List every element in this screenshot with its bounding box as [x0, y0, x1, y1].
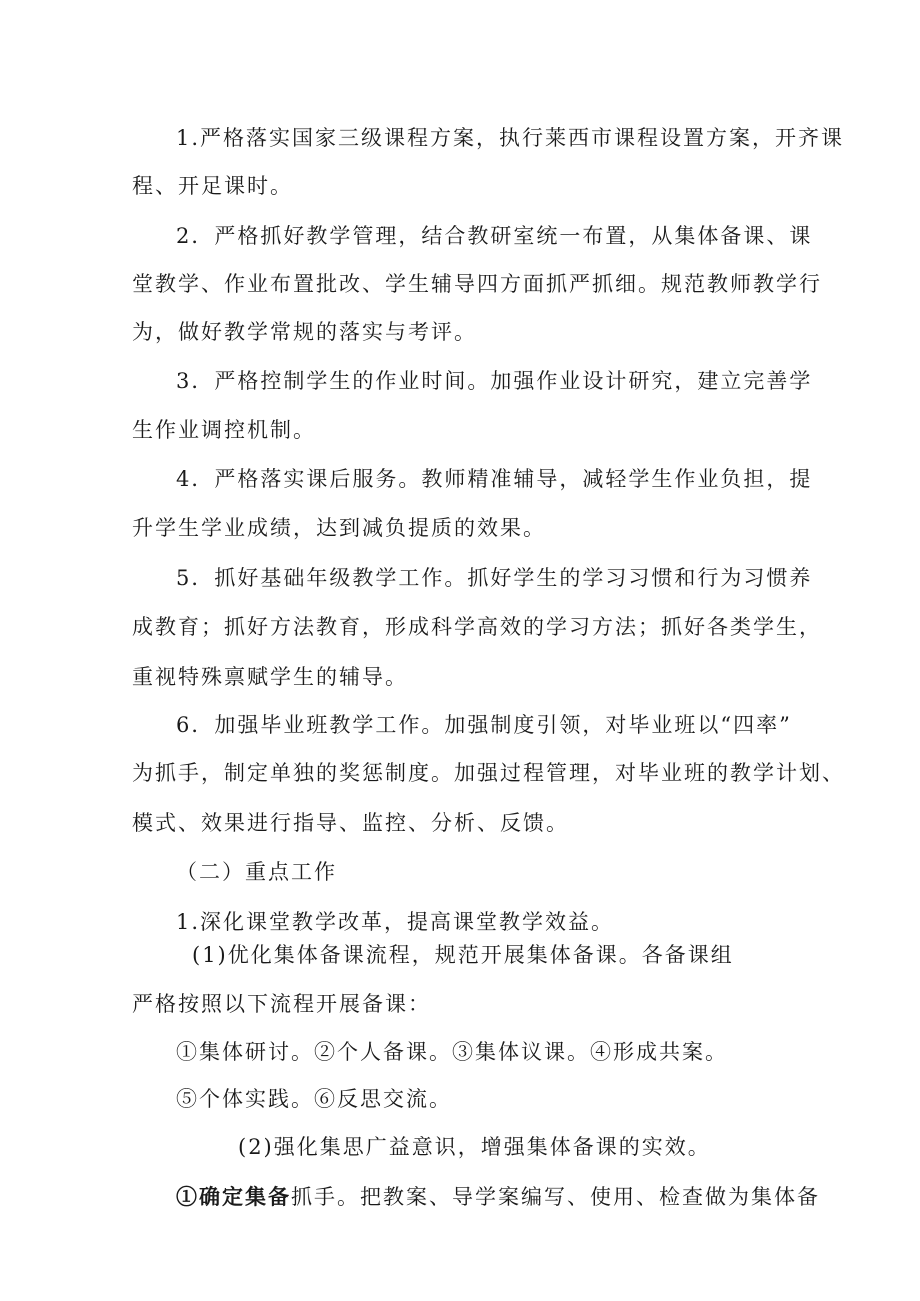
text-line-14: 为抓手，制定单独的奖惩制度。加强过程管理，对毕业班的教学计划、	[132, 761, 845, 785]
lead-text-rest: 抓手。把教案、导学案编写、使用、检查做为集体备	[291, 1185, 820, 1209]
text-line-19: 严格按照以下流程开展备课：	[132, 992, 431, 1016]
text-line-18: (1)优化集体备课流程，规范开展集体备课。各备课组	[192, 943, 734, 967]
text-line-23	[176, 1183, 820, 1211]
section-heading: （二）重点工作	[176, 860, 337, 884]
text-line-20: ①集体研讨。②个人备课。③集体议课。④形成共案。	[176, 1040, 728, 1064]
text-line-2: 程、开足课时。	[132, 174, 293, 198]
text-line-8: 4．严格落实课后服务。教师精准辅导，减轻学生作业负担，提	[176, 467, 813, 491]
text-line-4: 堂教学、作业布置批改、学生辅导四方面抓严抓细。规范教师教学行	[132, 272, 822, 296]
text-line-10: 5．抓好基础年级教学工作。抓好学生的学习习惯和行为习惯养	[176, 566, 813, 590]
text-line-15: 模式、效果进行指导、监控、分析、反馈。	[132, 811, 569, 835]
bold-lead-text: ①确定集备	[176, 1184, 291, 1209]
text-line-9: 升学生学业成绩，达到减负提质的效果。	[132, 516, 546, 540]
text-line-21: ⑤个体实践。⑥反思交流。	[176, 1087, 452, 1111]
text-line-17: 1.深化课堂教学改革，提高课堂教学效益。	[176, 910, 615, 934]
text-line-6: 3．严格控制学生的作业时间。加强作业设计研究，建立完善学	[176, 369, 813, 393]
text-line-11: 成教育；抓好方法教育，形成科学高效的学习方法；抓好各类学生，	[132, 615, 822, 639]
text-line-5: 为，做好教学常规的落实与考评。	[132, 320, 477, 344]
text-line-13: 6．加强毕业班教学工作。加强制度引领，对毕业班以“四率”	[176, 713, 792, 737]
text-line-22: (2)强化集思广益意识，增强集体备课的实效。	[238, 1135, 711, 1159]
text-line-7: 生作业调控机制。	[132, 418, 316, 442]
text-line-3: 2．严格抓好教学管理，结合教研室统一布置，从集体备课、课	[176, 224, 813, 248]
text-line-1: 1.严格落实国家三级课程方案，执行莱西市课程设置方案，开齐课	[176, 126, 845, 150]
text-line-12: 重视特殊禀赋学生的辅导。	[132, 665, 408, 689]
